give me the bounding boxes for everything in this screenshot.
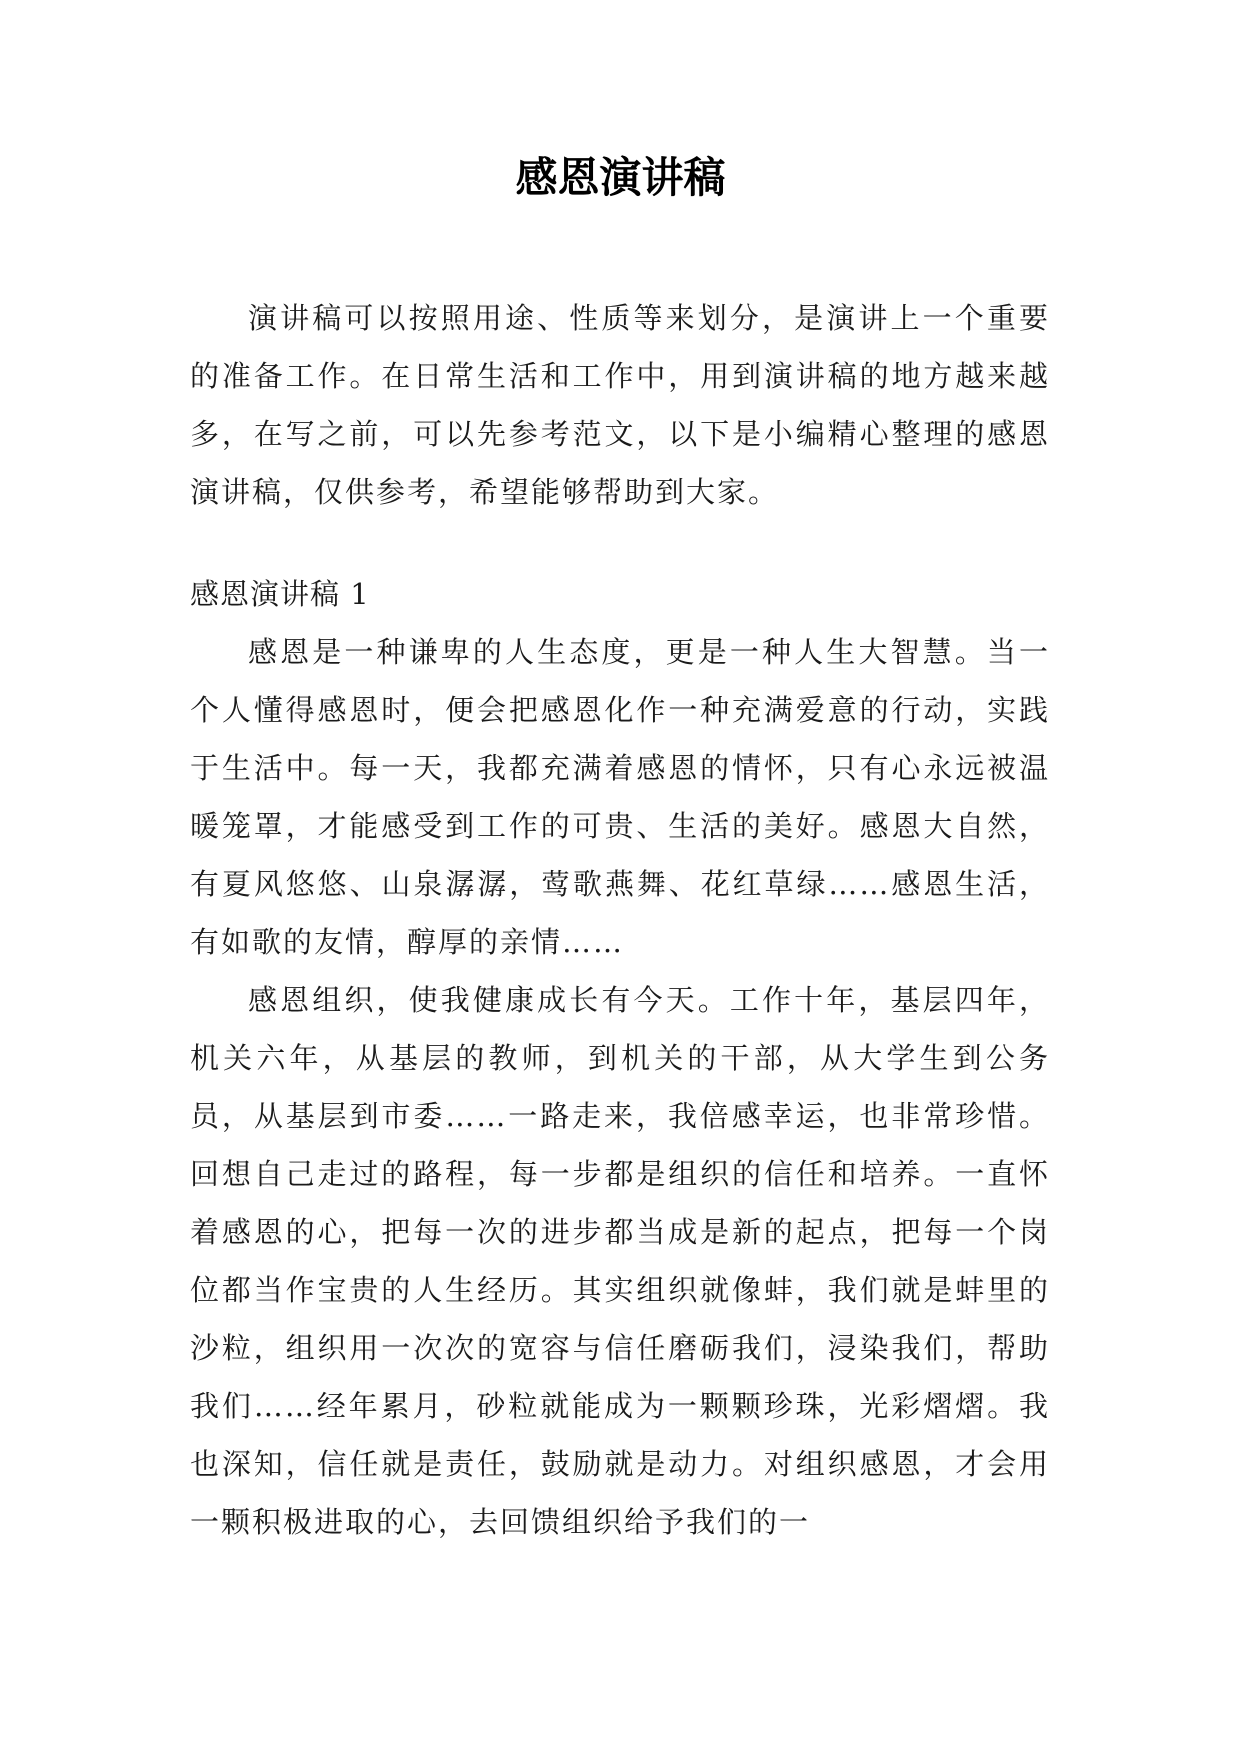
section-heading: 感恩演讲稿 1 [190,577,370,611]
intro-paragraph: 演讲稿可以按照用途、性质等来划分，是演讲上一个重要的准备工作。在日常生活和工作中，用到演讲稿的地方越来越多，在写之前，可以先参考范文，以下是小编精心整理的感恩演讲稿，仅供参考，希望能够帮助到大家。 [190,301,1050,509]
document-title: 感恩演讲稿 [515,153,726,202]
section-paragraph: 感恩是一种谦卑的人生态度，更是一种人生大智慧。当一个人懂得感恩时，便会把感恩化作一种充满爱意的行动，实践于生活中。每一天，我都充满着感恩的情怀，只有心永远被温暖笼罩，才能感受到工作的可贵、生活的美好。感恩大自然，有夏风悠悠、山泉潺潺，莺歌燕舞、花红草绿……感恩生活，有如歌的友情，醇厚的亲情…… [190,635,1050,959]
section-1 [190,565,1050,1551]
document-body [190,289,1050,1551]
section-paragraph: 感恩组织，使我健康成长有今天。工作十年，基层四年，机关六年，从基层的教师，到机关的干部，从大学生到公务员，从基层到市委……一路走来，我倍感幸运，也非常珍惜。回想自己走过的路程，每一步都是组织的信任和培养。一直怀着感恩的心，把每一次的进步都当成是新的起点，把每一个岗位都当作宝贵的人生经历。其实组织就像蚌，我们就是蚌里的沙粒，组织用一次次的宽容与信任磨砺我们，浸染我们，帮助我们……经年累月，砂粒就能成为一颗颗珍珠，光彩熠熠。我也深知，信任就是责任，鼓励就是动力。对组织感恩，才会用一颗积极进取的心，去回馈组织给予我们的一 [190,983,1050,1539]
